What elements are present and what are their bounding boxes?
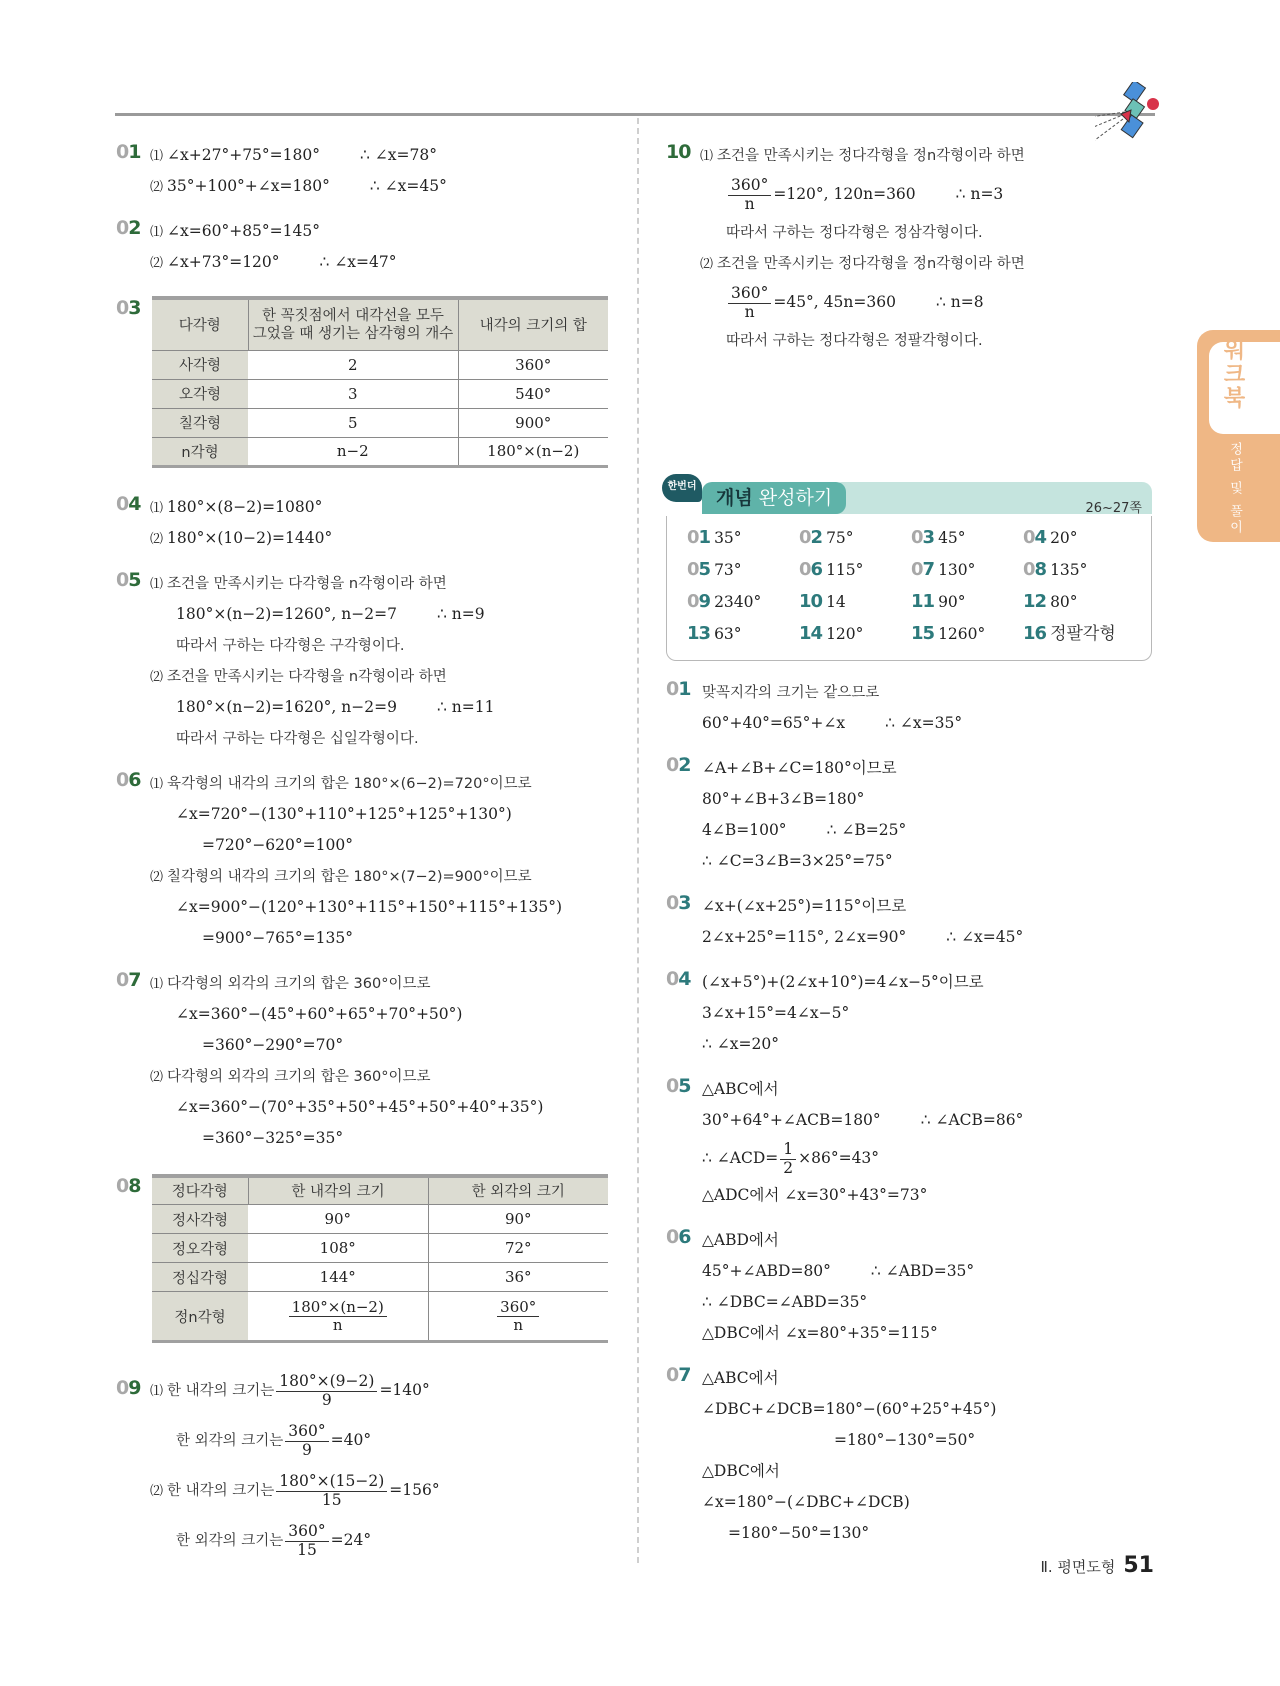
- chapter-title: Ⅱ. 평면도형: [1040, 1558, 1116, 1576]
- answer-item: 11 90°: [911, 591, 966, 612]
- problem-number: 09: [116, 1377, 141, 1399]
- page-number: 51: [1123, 1553, 1154, 1578]
- answer-item: 13 63°: [687, 623, 742, 644]
- problem-number: 03: [116, 297, 141, 319]
- column-divider: [637, 118, 639, 1563]
- table-header-row: 정다각형 한 내각의 크기 한 외각의 크기: [152, 1176, 608, 1205]
- page-range: 26~27쪽: [1085, 501, 1142, 516]
- review-02: 02 ∠A+∠B+∠C=180°이므로 80°+∠B+3∠B=180° 4∠B=100° ∴ ∠B=25° ∴ ∠C=3∠B=3×25°=75°: [666, 754, 907, 870]
- side-tab-title: 워크북: [1220, 338, 1245, 410]
- table-header-row: 다각형 한 꼭짓점에서 대각선을 모두 그었을 때 생기는 삼각형의 개수 내각의 크기의 합: [152, 298, 608, 350]
- box-title: 개념 완성하기: [702, 482, 846, 514]
- problem-05: 05 ⑴ 조건을 만족시키는 다각형을 n각형이라 하면 180°×(n−2)=1260°, n−2=7 ∴ n=9 따라서 구하는 다각형은 구각형이다. ⑵ 조건을 만족시키는 다각형을 n각형이라 하면 180°×(n−2)=1620°, n−2=9 ∴ n=11 따라서 구하는 다각형은 십일각형이다.: [116, 568, 495, 747]
- left-column: [116, 140, 616, 1579]
- answer-item: 16 정팔각형: [1023, 623, 1116, 644]
- problem-07: 07 ⑴ 다각형의 외각의 크기의 합은 360°이므로 ∠x=360°−(45°+60°+65°+70°+50°) =360°−290°=70° ⑵ 다각형의 외각의 크기의 합은 360°이므로 ∠x=360°−(70°+35°+50°+45°+50°+40°+35°) =360°−325°=35°: [116, 968, 544, 1147]
- review-06: 06 △ABD에서 45°+∠ABD=80° ∴ ∠ABD=35° ∴ ∠DBC=∠ABD=35° △DBC에서 ∠x=80°+35°=115°: [666, 1226, 975, 1342]
- problem-01: 01 ⑴ ∠x+27°+75°=180° ∴ ∠x=78° ⑵ 35°+100°+∠x=180° ∴ ∠x=45°: [116, 141, 447, 195]
- table-row: 정오각형 108° 72°: [152, 1234, 608, 1263]
- regular-polygon-table: [152, 1174, 608, 1344]
- concept-review-box: [662, 474, 1152, 661]
- answer-item: 02 75°: [799, 527, 854, 548]
- problem-number: 08: [116, 1174, 141, 1197]
- table-row: 정n각형 $\frac{180^\circ\times(n-2)}{n}$ $\frac{360^\circ}{n}$: [152, 1292, 608, 1342]
- table-row: 칠각형 5 900°: [152, 408, 608, 437]
- polygon-table: [152, 296, 608, 468]
- table-row: 정십각형 144° 36°: [152, 1263, 608, 1292]
- problem-10: 10 ⑴ 조건을 만족시키는 정다각형을 정n각형이라 하면 $\frac{360^\circ}{n}$ =120°, 120n=360 ∴ n=3 따라서 구하는 정다각형은 정삼각형이다. ⑵ 조건을 만족시키는 정다각형을 정n각형이라 하면 $\frac{360^\circ}{n}$ =45°, 45n=360 ∴ n=8 따라서 구하는 정다각형은 정팔각형이다.: [666, 141, 1025, 349]
- answer-item: 06 115°: [799, 559, 864, 580]
- problem-number: 05: [116, 568, 141, 591]
- answer-item: 15 1260°: [911, 623, 986, 644]
- table-row: 사각형 2 360°: [152, 350, 608, 379]
- answer-item: 10 14: [799, 591, 846, 612]
- side-tab-subtitle: 정답 및 풀이: [1227, 442, 1242, 537]
- review-03: 03 ∠x+(∠x+25°)=115°이므로 2∠x+25°=115°, 2∠x=90° ∴ ∠x=45°: [666, 892, 1024, 946]
- review-04: 04 (∠x+5°)+(2∠x+10°)=4∠x−5°이므로 3∠x+15°=4∠x−5° ∴ ∠x=20°: [666, 968, 984, 1053]
- answer-grid: [666, 516, 1152, 661]
- answer-item: 04 20°: [1023, 527, 1078, 548]
- table-row: n각형 n−2 180°×(n−2): [152, 437, 608, 466]
- problem-number: 10: [666, 141, 691, 163]
- answer-item: 12 80°: [1023, 591, 1078, 612]
- table-row: 오각형 3 540°: [152, 379, 608, 408]
- problem-09: 09 ⑴ 한 내각의 크기는 $\frac{180^\circ\times(9-2)}{9}$ =140° 한 외각의 크기는 $\frac{360^\circ}{9}$ =40° ⑵ 한 내각의 크기는 $\frac{180^\circ\times(15-2)}{15}$ =156° 한 외각의 크기는 $\frac{360^\circ}{15}$ =24°: [116, 1372, 440, 1559]
- answer-item: 05 73°: [687, 559, 742, 580]
- answer-item: 03 45°: [911, 527, 966, 548]
- problem-08: [116, 1174, 616, 1344]
- problem-06: 06 ⑴ 육각형의 내각의 크기의 합은 180°×(6−2)=720°이므로 ∠x=720°−(130°+110°+125°+125°+130°) =720°−620°=100° ⑵ 칠각형의 내각의 크기의 합은 180°×(7−2)=900°이므로 ∠x=900°−(120°+130°+115°+150°+115°+135°) =900°−765°=135°: [116, 768, 563, 947]
- box-badge: 한번더: [662, 474, 702, 502]
- answer-item: 08 135°: [1023, 559, 1088, 580]
- answer-item: 01 35°: [687, 527, 742, 548]
- answer-item: 07 130°: [911, 559, 976, 580]
- satellite-icon: [1095, 82, 1175, 142]
- problem-number: 02: [116, 217, 141, 239]
- answer-item: 09 2340°: [687, 591, 762, 612]
- header-rule: [115, 113, 1155, 116]
- workbook-side-tab[interactable]: [1197, 330, 1280, 542]
- review-07: 07 △ABC에서 ∠DBC+∠DCB=180°−(60°+25°+45°) =180°−130°=50° △DBC에서 ∠x=180°−(∠DBC+∠DCB) =180°−50°=130°: [666, 1364, 997, 1542]
- table-row: 정사각형 90° 90°: [152, 1205, 608, 1234]
- problem-number: 04: [116, 492, 141, 515]
- problem-number: 06: [116, 768, 141, 791]
- page-footer: [1040, 1553, 1154, 1578]
- right-column: [666, 140, 1166, 1563]
- problem-03: [116, 296, 616, 468]
- problem-number: 01: [116, 141, 141, 163]
- review-05: 05 △ABC에서 30°+64°+∠ACB=180° ∴ ∠ACB=86° ∴ ∠ACD= $\frac{1}{2}$ ×86°=43° △ADC에서 ∠x=30°+43°=73°: [666, 1075, 1024, 1204]
- answer-item: 14 120°: [799, 623, 864, 644]
- problem-02: 02 ⑴ ∠x=60°+85°=145° ⑵ ∠x+73°=120° ∴ ∠x=47°: [116, 217, 397, 271]
- problem-04: 04 ⑴ 180°×(8−2)=1080° ⑵ 180°×(10−2)=1440°: [116, 492, 333, 547]
- problem-number: 07: [116, 968, 141, 991]
- review-01: 01 맞꼭지각의 크기는 같으므로 60°+40°=65°+∠x ∴ ∠x=35°: [666, 678, 963, 732]
